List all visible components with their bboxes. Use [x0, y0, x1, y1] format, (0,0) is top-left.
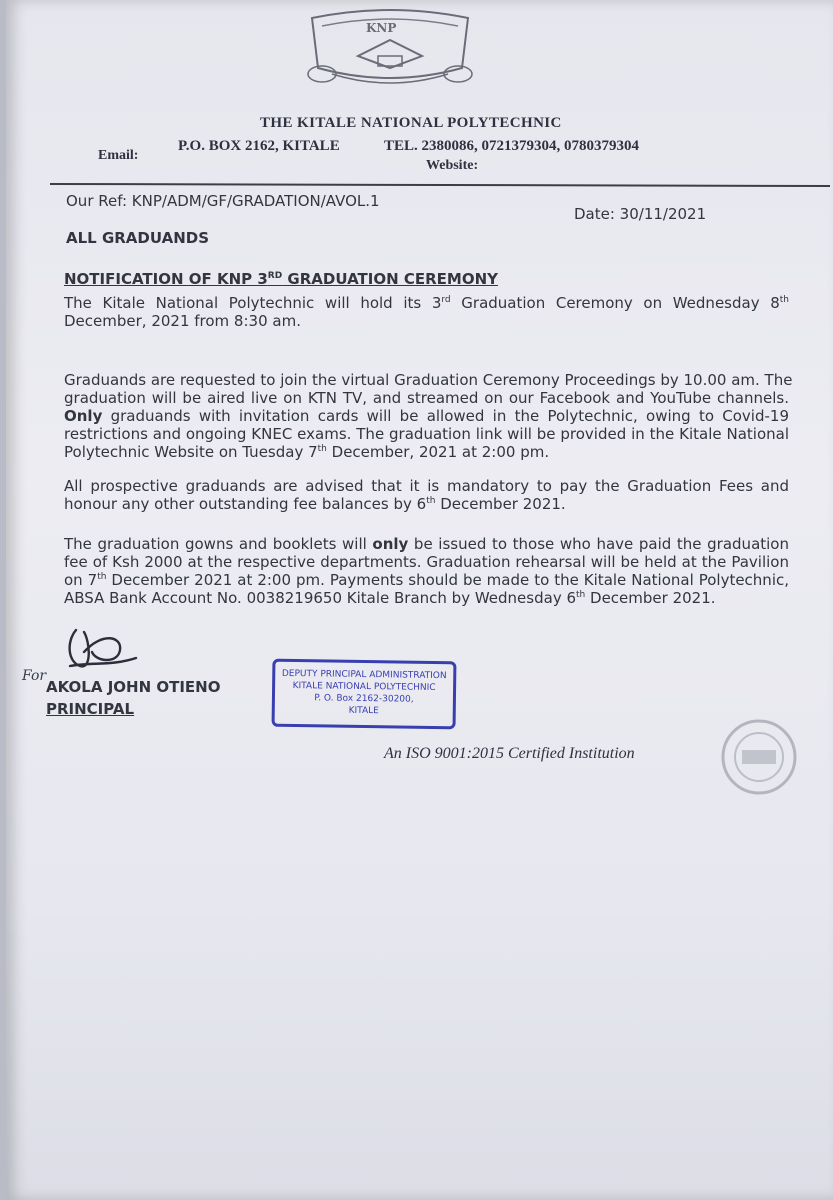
email-label: Email: [98, 148, 139, 163]
svg-text:KNP: KNP [366, 21, 397, 35]
letter-page [6, 0, 833, 1200]
paragraph-1: The Kitale National Polytechnic will hold its 3rd Graduation Ceremony on Wednesday 8th December, 2021 from 8:30 am. [64, 294, 789, 330]
official-stamp [272, 659, 457, 730]
postal-address: P.O. BOX 2162, KITALE [178, 138, 340, 154]
letter-subject: NOTIFICATION OF KNP 3RD GRADUATION CEREMONY [64, 270, 498, 288]
telephone-numbers: TEL. 2380086, 0721379304, 0780379304 [384, 138, 640, 154]
iso-certification-text: An ISO 9001:2015 Certified Institution [384, 745, 635, 762]
for-mark: For [22, 668, 47, 684]
website-label: Website: [426, 158, 479, 173]
handwritten-signature-icon [62, 622, 142, 672]
institution-name: THE KITALE NATIONAL POLYTECHNIC [260, 115, 562, 131]
knp-crest-logo-icon [302, 8, 478, 94]
stamp-line-1: DEPUTY PRINCIPAL ADMINISTRATION [281, 668, 447, 682]
reference-number: Our Ref: KNP/ADM/GF/GRADATION/AVOL.1 [66, 192, 380, 210]
signatory-name: AKOLA JOHN OTIENO [46, 678, 221, 696]
paragraph-2: Graduands are requested to join the virtual Graduation Ceremony Proceedings by 10.00 am. The graduation will be aired live on KTN TV, and streamed on our Facebook and YouTube channels. Only graduands with invitation cards will be allowed in the Polytechnic, owing to Covid-19 restrictions and ongoing KNEC exams. The graduation link will be provided in the Kitale National Polytechnic Website on Tuesday 7th December, 2021 at 2:00 pm. [64, 371, 793, 461]
paragraph-3: All prospective graduands are advised that it is mandatory to pay the Graduation Fees and honour any other outstanding fee balances by 6th December 2021. [64, 477, 789, 513]
header-divider [50, 183, 830, 187]
stamp-line-2: KITALE NATIONAL POLYTECHNIC [292, 681, 436, 693]
stamp-line-3: P. O. Box 2162-30200, [314, 693, 414, 705]
paragraph-4: The graduation gowns and booklets will only be issued to those who have paid the graduation fee of Ksh 2000 at the respective departments. Graduation rehearsal will be held at the Pavilion on 7th December 2021 at 2:00 pm. Payments should be made to the Kitale National Polytechnic, ABSA Bank Account No. 0038219650 Kitale Branch by Wednesday 6th December 2021. [64, 535, 789, 607]
letter-date: Date: 30/11/2021 [574, 205, 707, 223]
signatory-title: PRINCIPAL [46, 700, 135, 718]
iso-certification-seal-icon [720, 718, 798, 796]
stamp-line-4: KITALE [348, 705, 379, 717]
addressee: ALL GRADUANDS [66, 229, 210, 247]
